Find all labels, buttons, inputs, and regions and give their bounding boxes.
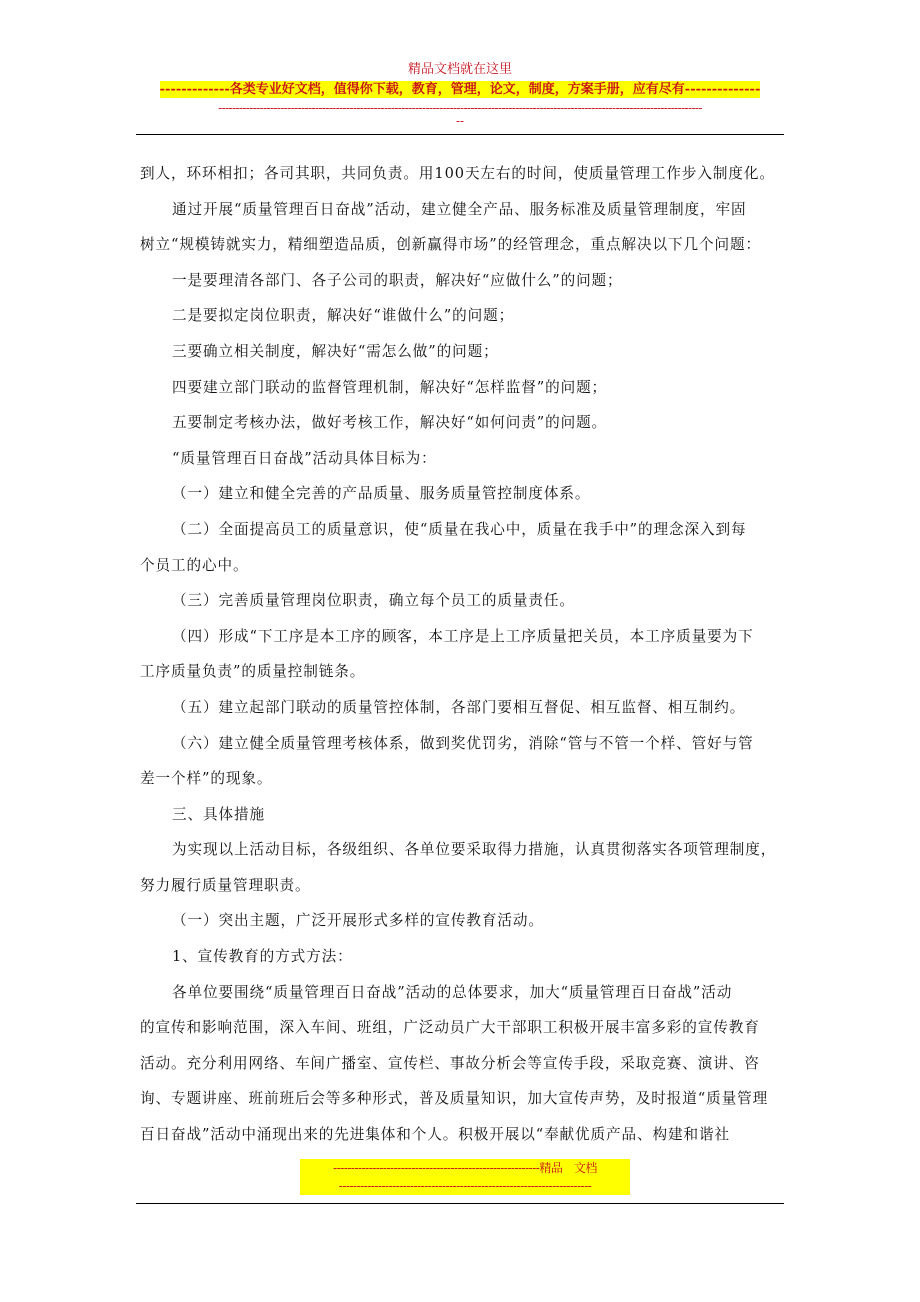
paragraph-line: 差一个样”的现象。 — [140, 770, 273, 788]
header-subtitle: -------------各类专业好文档，值得你下载，教育，管理，论文，制度，方案手册，应有尽有-------------- — [159, 82, 761, 97]
header-dash-tail: -- — [455, 114, 465, 128]
page-footer — [300, 1159, 630, 1195]
paragraph-line: 三要确立相关制度，解决好“需怎么做”的问题； — [172, 342, 499, 360]
paragraph-line: 树立“规模铸就实力，精细塑造品质，创新赢得市场”的经管理念，重点解决以下几个问题： — [140, 236, 761, 254]
paragraph-line: 1、宣传教育的方式方法： — [172, 948, 353, 966]
paragraph-line: （二）全面提高员工的质量意识，使“质量在我心中，质量在我手中”的理念深入到每 — [172, 520, 747, 538]
paragraph-line: 一是要理清各部门、各子公司的职责，解决好“应做什么”的问题； — [172, 271, 623, 289]
footer-line-2: ----------------------------------------------------------------------- — [300, 1177, 630, 1195]
document-body — [140, 156, 780, 1153]
paragraph-line: 百日奋战”活动中涌现出来的先进集体和个人。积极开展以“奉献优质产品、构建和谐社 — [140, 1126, 730, 1144]
paragraph-line: “质量管理百日奋战”活动具体目标为： — [172, 449, 437, 467]
paragraph-line: 到人，环环相扣；各司其职，共同负责。用100天左右的时间，使质量管理工作步入制度化。 — [140, 165, 775, 182]
paragraph-line: （三）完善质量管理岗位职责，确立每个员工的质量责任。 — [172, 592, 575, 610]
paragraph-line: 为实现以上活动目标，各级组织、各单位要采取得力措施，认真贯彻落实各项管理制度， — [172, 841, 777, 859]
section-heading: 三、具体措施 — [172, 805, 265, 823]
header-dash-line: -------------------------------------------------------------------------------------------------------------------------------------------- — [218, 101, 702, 115]
paragraph-line: 活动。充分利用网络、车间广播室、宣传栏、事故分析会等宣传手段，采取竞赛、演讲、咨 — [140, 1054, 760, 1072]
footer-line-1: ----------------------------------------------------------精品 文档 — [300, 1159, 630, 1177]
paragraph-line: （一）突出主题，广泛开展形式多样的宣传教育活动。 — [172, 912, 544, 930]
header-rule — [136, 134, 784, 135]
paragraph-line: 努力履行质量管理职责。 — [140, 876, 311, 894]
paragraph-line: （六）建立健全质量管理考核体系，做到奖优罚劣，消除“管与不管一个样、管好与管 — [172, 734, 754, 752]
paragraph-line: 二是要拟定岗位职责，解决好“谁做什么”的问题； — [172, 307, 515, 325]
paragraph-line: 通过开展“质量管理百日奋战”活动，建立健全产品、服务标准及质量管理制度，牢固 — [172, 200, 747, 218]
paragraph-line: 四要建立部门联动的监督管理机制，解决好“怎样监督”的问题； — [172, 378, 608, 396]
paragraph-line: 各单位要围绕“质量管理百日奋战”活动的总体要求，加大“质量管理百日奋战”活动 — [172, 983, 733, 1001]
paragraph-line: （五）建立起部门联动的质量管控体制，各部门要相互督促、相互监督、相互制约。 — [172, 698, 746, 716]
header-title: 精品文档就在这里 — [407, 62, 512, 77]
paragraph-line: 的宣传和影响范围，深入车间、班组，广泛动员广大干部职工积极开展丰富多彩的宣传教育 — [140, 1019, 760, 1037]
page-header — [136, 62, 784, 127]
paragraph-line: 个员工的心中。 — [140, 556, 249, 574]
paragraph-line: 工序质量负责”的质量控制链条。 — [140, 663, 366, 681]
paragraph-line: （一）建立和健全完善的产品质量、服务质量管控制度体系。 — [172, 485, 591, 503]
footer-rule — [136, 1203, 784, 1204]
paragraph-line: 五要制定考核办法，做好考核工作，解决好“如何问责”的问题。 — [172, 414, 608, 432]
paragraph-line: （四）形成“下工序是本工序的顾客，本工序是上工序质量把关员，本工序质量要为下 — [172, 627, 754, 645]
paragraph-line: 询、专题讲座、班前班后会等多种形式，普及质量知识，加大宣传声势，及时报道“质量管理 — [140, 1090, 769, 1108]
